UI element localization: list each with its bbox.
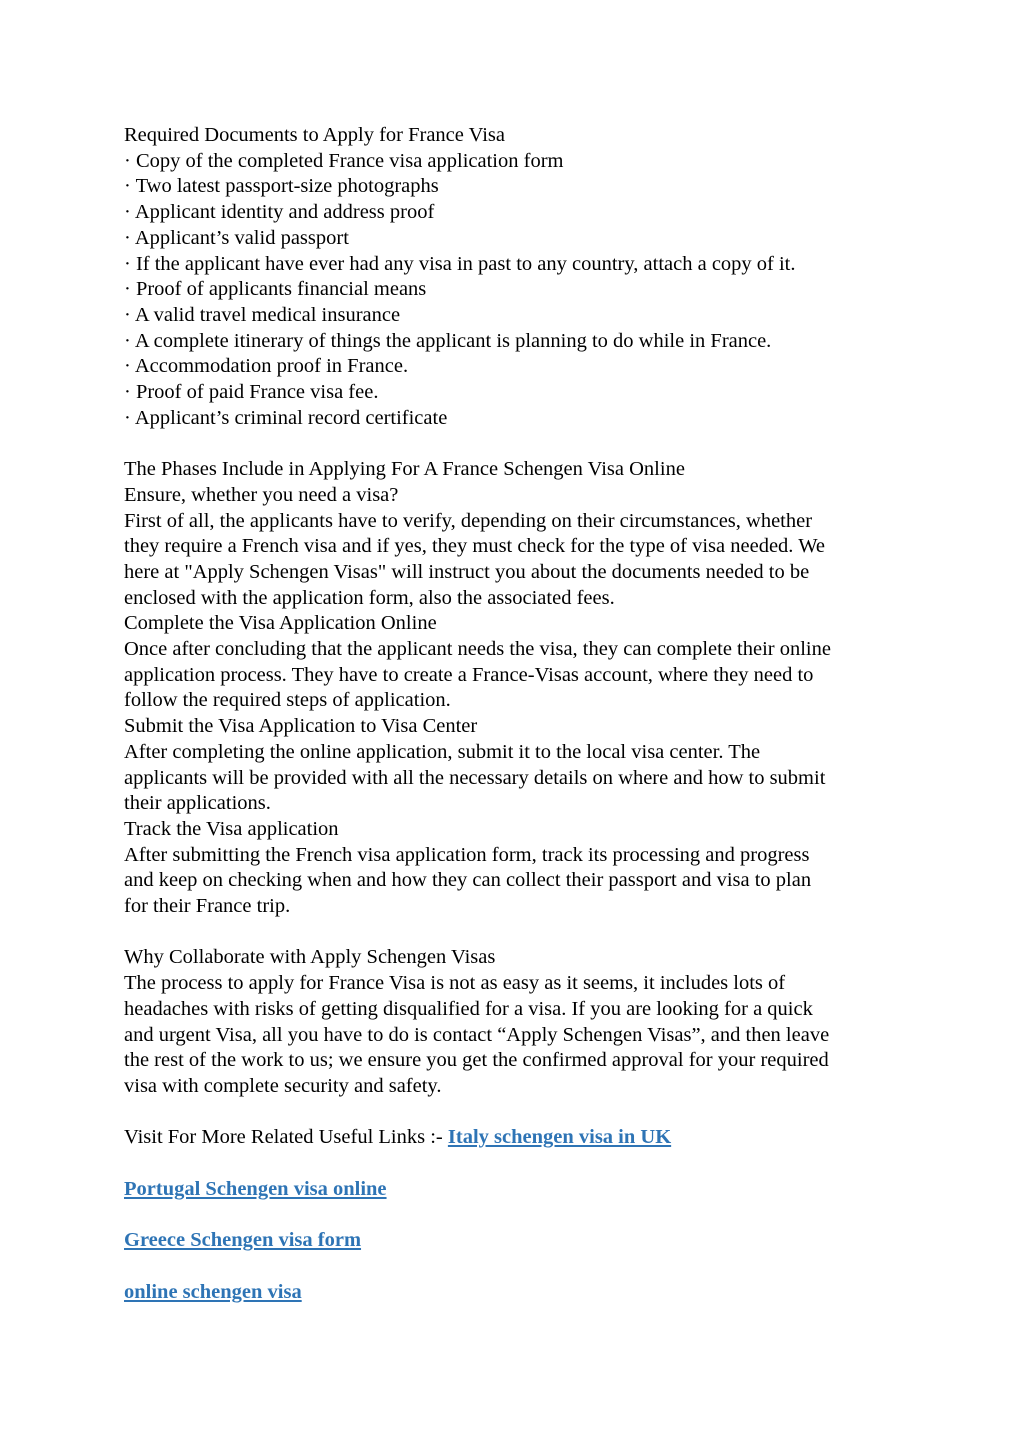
document-item: · Copy of the completed France visa application form (124, 149, 564, 172)
why-text-line: the rest of the work to us; we ensure you get the confirmed approval for your required (124, 1049, 829, 1072)
phase-text-line: for their France trip. (124, 895, 291, 918)
phase-text-line: they require a French visa and if yes, they must check for the type of visa needed. We (124, 535, 825, 558)
paragraph-spacer (124, 1100, 914, 1126)
related-links-intro: Visit For More Related Useful Links :- (124, 1126, 448, 1149)
document-item: · If the applicant have ever had any visa in past to any country, attach a copy of it. (124, 252, 796, 275)
paragraph-spacer (124, 1202, 914, 1228)
document-page (124, 123, 914, 1305)
phase-text-line: Once after concluding that the applicant needs the visa, they can complete their online (124, 638, 831, 661)
phase-text-line: their applications. (124, 792, 271, 815)
document-item: · Accommodation proof in France. (124, 355, 409, 378)
phase-text-line: First of all, the applicants have to verify, depending on their circumstances, whether (124, 509, 813, 532)
why-text-line: and urgent Visa, all you have to do is contact “Apply Schengen Visas”, and then leave (124, 1023, 830, 1046)
document-item: · A complete itinerary of things the applicant is planning to do while in France. (124, 329, 772, 352)
related-links-line (124, 1125, 914, 1151)
phase-title: Ensure, whether you need a visa? (124, 483, 399, 506)
why-text-line: visa with complete security and safety. (124, 1074, 442, 1097)
why-text-line: headaches with risks of getting disqualified for a visa. If you are looking for a quick (124, 997, 813, 1020)
phase-title: Complete the Visa Application Online (124, 612, 437, 635)
paragraph-spacer (124, 1151, 914, 1177)
documents-heading: Required Documents to Apply for France Visa (124, 124, 505, 146)
why-text-line: The process to apply for France Visa is not as easy as it seems, it includes lots of (124, 972, 786, 995)
document-item: · Applicant identity and address proof (124, 201, 435, 224)
phase-text-line: applicants will be provided with all the necessary details on where and how to submit (124, 766, 826, 789)
phase-title: Submit the Visa Application to Visa Center (124, 715, 478, 738)
phase-text-line: follow the required steps of application. (124, 689, 451, 712)
phase-text-line: After submitting the French visa application form, track its processing and progress (124, 843, 810, 866)
online-schengen-link[interactable]: online schengen visa (124, 1280, 302, 1303)
phase-text-line: application process. They have to create a France-Visas account, where they need to (124, 663, 814, 686)
document-item: · A valid travel medical insurance (124, 303, 401, 326)
phase-text-line: and keep on checking when and how they can collect their passport and visa to plan (124, 869, 812, 892)
portugal-schengen-link[interactable]: Portugal Schengen visa online (124, 1177, 387, 1200)
italy-schengen-link[interactable]: Italy schengen visa in UK (447, 1126, 672, 1149)
paragraph-spacer (124, 431, 914, 457)
phase-title: Track the Visa application (124, 817, 339, 840)
document-item: · Applicant’s criminal record certificate (124, 406, 448, 429)
paragraph-spacer (124, 920, 914, 946)
document-item: · Applicant’s valid passport (124, 226, 349, 249)
document-item: · Proof of applicants financial means (124, 278, 427, 301)
greece-schengen-link[interactable]: Greece Schengen visa form (124, 1229, 362, 1252)
paragraph-spacer (124, 1254, 914, 1280)
phase-text-line: enclosed with the application form, also the associated fees. (124, 586, 615, 609)
phases-heading: The Phases Include in Applying For A France Schengen Visa Online (124, 458, 685, 481)
phase-text-line: here at "Apply Schengen Visas" will instruct you about the documents needed to be (124, 560, 810, 583)
document-item: · Two latest passport-size photographs (124, 175, 439, 198)
why-heading: Why Collaborate with Apply Schengen Visas (124, 946, 496, 969)
phase-text-line: After completing the online application, submit it to the local visa center. The (124, 740, 761, 763)
document-item: · Proof of paid France visa fee. (124, 381, 379, 404)
